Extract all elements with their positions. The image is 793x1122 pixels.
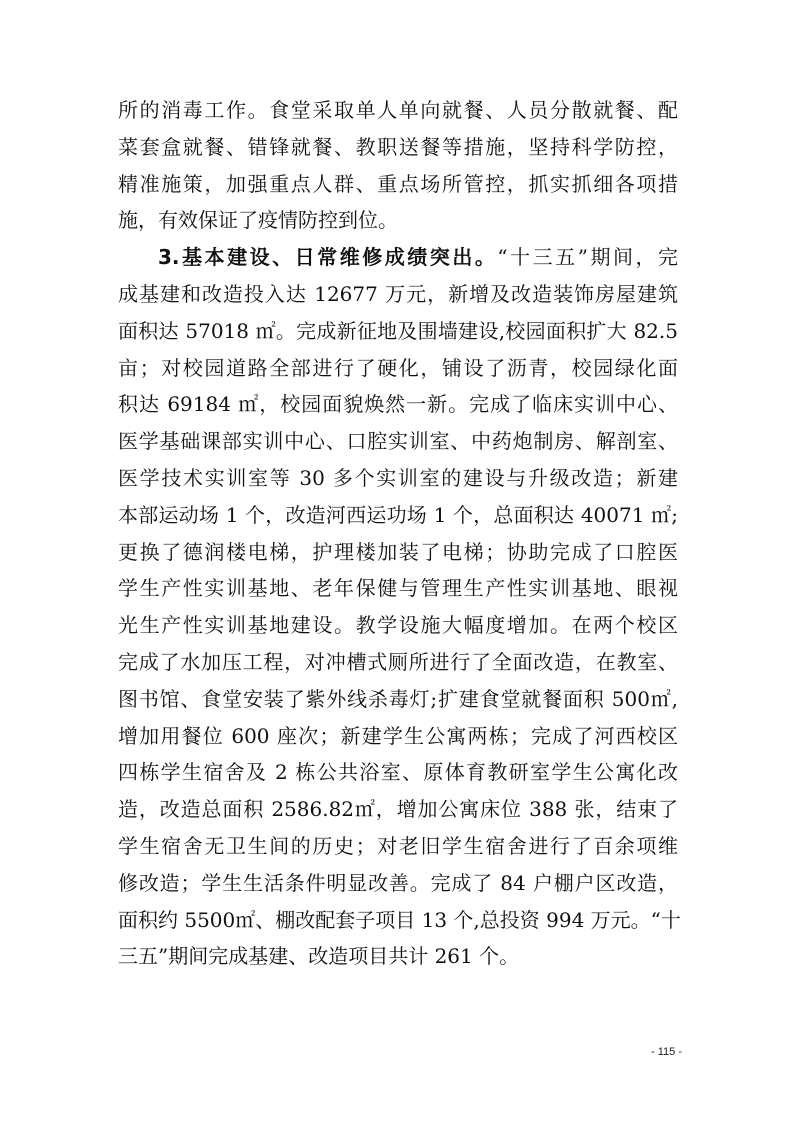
text-line: 医学技术实训室等 30 多个实训室的建设与升级改造；新建 xyxy=(118,465,678,490)
section-heading: 3.基本建设、日常维修成绩突出。 xyxy=(158,245,498,270)
text-line: 精准施策，加强重点人群、重点场所管控，抓实抓细各项措 xyxy=(118,171,678,196)
text-line: 学生宿舍无卫生间的历史；对老旧学生宿舍进行了百余项维 xyxy=(118,833,678,858)
text-line: 本部运动场 1 个，改造河西运功场 1 个，总面积达 40071 ㎡; xyxy=(118,502,678,527)
text-line: 成基建和改造投入达 12677 万元，新增及改造装饰房屋建筑 xyxy=(118,281,678,306)
text-line: 所的消毒工作。食堂采取单人单向就餐、人员分散就餐、配 xyxy=(118,98,678,122)
text-line: 图书馆、食堂安装了紫外线杀毒灯;扩建食堂就餐面积 500㎡, xyxy=(118,686,678,711)
text-line: 增加用餐位 600 座次；新建学生公寓两栋；完成了河西校区 xyxy=(118,723,678,748)
body-text xyxy=(118,92,681,975)
text-line: 学生产性实训基地、老年保健与管理生产性实训基地、眼视 xyxy=(118,576,678,601)
section-first-line xyxy=(118,239,678,276)
text-line: 面积约 5500㎡、棚改配套子项目 13 个,总投资 994 万元。“十 xyxy=(118,907,681,932)
text-line: 完成了水加压工程，对冲槽式厕所进行了全面改造，在教室、 xyxy=(118,649,678,674)
text-line: 面积达 57018 ㎡。完成新征地及围墙建设,校园面积扩大 82.5 xyxy=(118,318,678,343)
text-line: 造，改造总面积 2586.82㎡，增加公寓床位 388 张，结束了 xyxy=(118,797,678,822)
page-number: - 115 - xyxy=(651,1046,682,1058)
text-line: 菜套盒就餐、错锋就餐、教职送餐等措施，坚持科学防控， xyxy=(118,134,678,159)
text-line: 修改造；学生生活条件明显改善。完成了 84 户棚户区改造， xyxy=(118,870,678,895)
text-line: 四栋学生宿舍及 2 栋公共浴室、原体育教研室学生公寓化改 xyxy=(118,760,678,785)
section-first-line-text: “十三五”期间，完 xyxy=(497,245,679,270)
text-line: 更换了德润楼电梯，护理楼加装了电梯；协助完成了口腔医 xyxy=(118,539,678,564)
text-line: 施，有效保证了疫情防控到位。 xyxy=(118,208,398,233)
text-line: 医学基础课部实训中心、口腔实训室、中药炮制房、解剖室、 xyxy=(118,429,678,454)
text-line: 亩；对校园道路全部进行了硬化，铺设了沥青，校园绿化面 xyxy=(118,355,678,380)
text-line: 光生产性实训基地建设。教学设施大幅度增加。在两个校区 xyxy=(118,613,678,638)
text-line: 积达 69184 ㎡，校园面貌焕然一新。完成了临床实训中心、 xyxy=(118,392,678,417)
text-line: 三五”期间完成基建、改造项目共计 261 个。 xyxy=(118,944,520,969)
